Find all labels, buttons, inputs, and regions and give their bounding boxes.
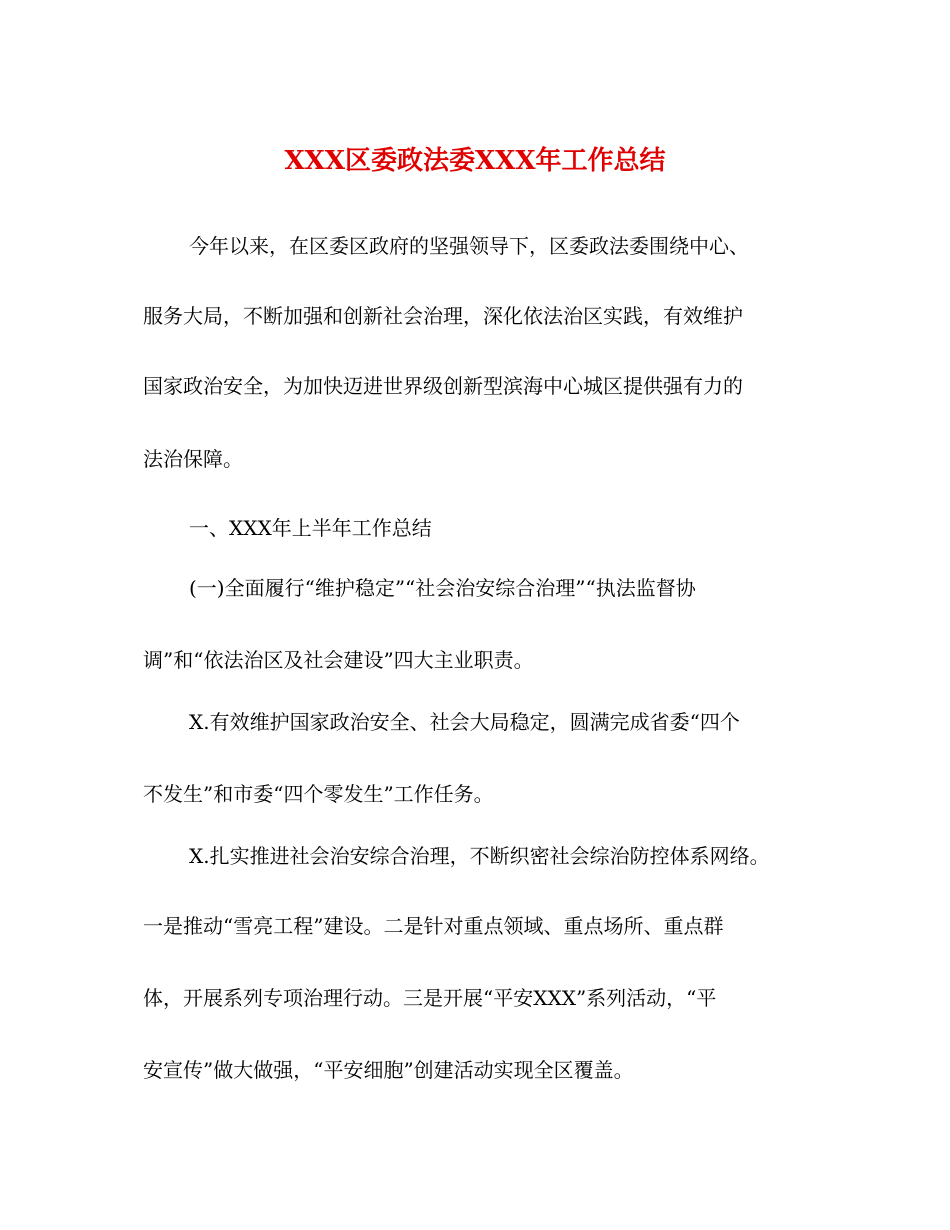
paragraph-line: 调”和“依法治区及社会建设”四大主业职责。	[143, 648, 534, 672]
paragraph-line: 安宣传”做大做强，“平安细胞”创建活动实现全区覆盖。	[143, 1058, 634, 1082]
paragraph-line: 国家政治安全，为加快迈进世界级创新型滨海中心城区提供强有力的	[143, 374, 743, 398]
paragraph-line: 服务大局，不断加强和创新社会治理，深化依法治区实践，有效维护	[143, 304, 743, 328]
paragraph-line: X.扎实推进社会治安综合治理，不断织密社会综治防控体系网络。	[189, 844, 770, 868]
paragraph-line: 法治保障。	[143, 447, 243, 471]
subsection-heading: (一)全面履行“维护稳定”“社会治安综合治理”“执法监督协	[189, 576, 696, 600]
paragraph-line: 一是推动“雪亮工程”建设。二是针对重点领域、重点场所、重点群	[143, 914, 724, 938]
paragraph-line: 体，开展系列专项治理行动。三是开展“平安XXX”系列活动，“平	[143, 986, 717, 1010]
paragraph-line: 不发生”和市委“四个零发生”工作任务。	[143, 782, 494, 806]
section-heading: 一、XXX年上半年工作总结	[189, 516, 432, 540]
document-title: XXX区委政法委XXX年工作总结	[284, 146, 666, 176]
paragraph-line: 今年以来，在区委区政府的坚强领导下，区委政法委围绕中心、	[189, 234, 749, 258]
paragraph-line: X.有效维护国家政治安全、社会大局稳定，圆满完成省委“四个	[189, 710, 740, 734]
